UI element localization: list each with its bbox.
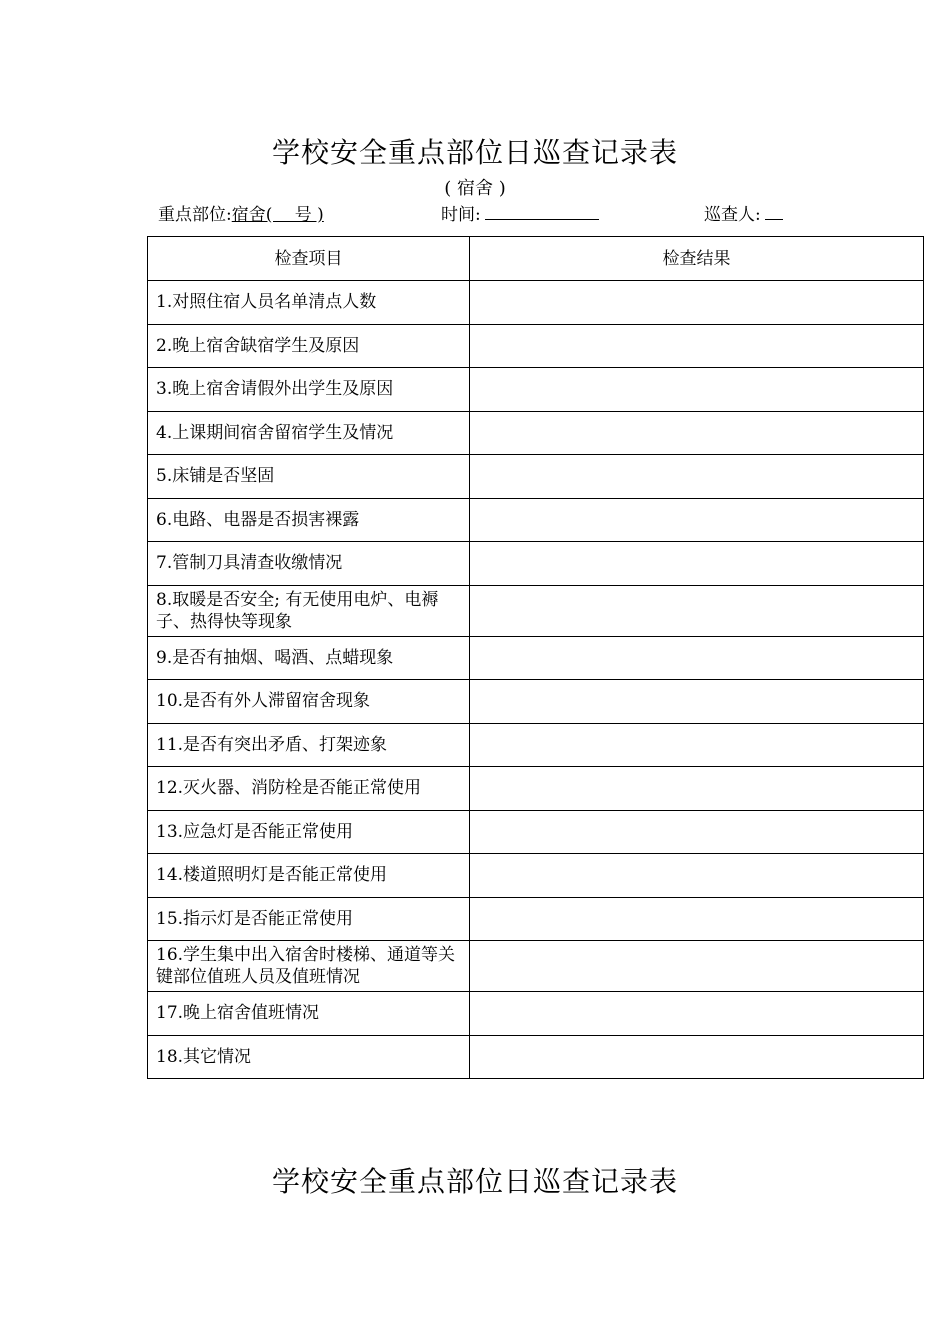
- next-page-title: 学校安全重点部位日巡查记录表: [271, 1165, 678, 1198]
- location-value: 宿舍( 号 ): [231, 205, 324, 225]
- inspection-result-cell[interactable]: [470, 1035, 924, 1079]
- inspection-item: 12.灭火器、消防栓是否能正常使用: [148, 767, 470, 811]
- table-row: [148, 542, 924, 586]
- header-inspection-result: 检查结果: [470, 237, 924, 281]
- inspection-result-cell[interactable]: [470, 542, 924, 586]
- inspection-result-cell[interactable]: [470, 723, 924, 767]
- inspection-result-cell[interactable]: [470, 897, 924, 941]
- table-row: [148, 368, 924, 412]
- table-row: [148, 498, 924, 542]
- inspection-result-cell[interactable]: [470, 992, 924, 1036]
- inspection-result-cell[interactable]: [470, 498, 924, 542]
- table-row: [148, 324, 924, 368]
- inspection-item: 16.学生集中出入宿舍时楼梯、通道等关键部位值班人员及值班情况: [148, 941, 470, 992]
- inspection-result-cell[interactable]: [470, 767, 924, 811]
- inspection-result-cell[interactable]: [470, 281, 924, 325]
- inspection-result-cell[interactable]: [470, 810, 924, 854]
- inspection-table: [147, 236, 924, 1079]
- table-row: [148, 992, 924, 1036]
- inspection-result-cell[interactable]: [470, 368, 924, 412]
- table-row: [148, 854, 924, 898]
- table-row: [148, 941, 924, 992]
- time-blank[interactable]: [485, 203, 599, 220]
- inspection-item: 5.床铺是否坚固: [148, 455, 470, 499]
- inspection-result-cell[interactable]: [470, 941, 924, 992]
- inspection-item: 13.应急灯是否能正常使用: [148, 810, 470, 854]
- table-row: [148, 767, 924, 811]
- inspection-item: 4.上课期间宿舍留宿学生及情况: [148, 411, 470, 455]
- table-header-row: [148, 237, 924, 281]
- inspection-item: 9.是否有抽烟、喝酒、点蜡现象: [148, 636, 470, 680]
- table-row: [148, 411, 924, 455]
- table-row: [148, 897, 924, 941]
- inspection-item: 17.晚上宿舍值班情况: [148, 992, 470, 1036]
- inspection-result-cell[interactable]: [470, 411, 924, 455]
- inspection-item: 8.取暖是否安全; 有无使用电炉、电褥子、热得快等现象: [148, 585, 470, 636]
- inspector-blank[interactable]: [765, 203, 783, 220]
- table-row: [148, 1035, 924, 1079]
- table-row: [148, 636, 924, 680]
- table-row: [148, 281, 924, 325]
- inspection-result-cell[interactable]: [470, 585, 924, 636]
- table-row: [148, 810, 924, 854]
- inspection-result-cell[interactable]: [470, 324, 924, 368]
- location-field: [158, 200, 324, 225]
- inspector-field: [704, 200, 783, 225]
- time-label: 时间:: [441, 205, 481, 225]
- inspection-result-cell[interactable]: [470, 455, 924, 499]
- inspection-item: 18.其它情况: [148, 1035, 470, 1079]
- inspection-item: 1.对照住宿人员名单清点人数: [148, 281, 470, 325]
- inspection-item: 11.是否有突出矛盾、打架迹象: [148, 723, 470, 767]
- location-label: 重点部位:: [158, 205, 232, 225]
- table-row: [148, 585, 924, 636]
- table-row: [148, 723, 924, 767]
- header-inspection-item: 检查项目: [148, 237, 470, 281]
- inspection-item: 6.电路、电器是否损害裸露: [148, 498, 470, 542]
- inspection-result-cell[interactable]: [470, 680, 924, 724]
- inspection-item: 2.晚上宿舍缺宿学生及原因: [148, 324, 470, 368]
- inspection-result-cell[interactable]: [470, 636, 924, 680]
- inspection-item: 7.管制刀具清查收缴情况: [148, 542, 470, 586]
- inspector-label: 巡查人:: [704, 205, 761, 225]
- inspection-result-cell[interactable]: [470, 854, 924, 898]
- time-field: [441, 200, 599, 225]
- page-title: 学校安全重点部位日巡查记录表: [271, 136, 678, 169]
- inspection-item: 3.晚上宿舍请假外出学生及原因: [148, 368, 470, 412]
- inspection-item: 15.指示灯是否能正常使用: [148, 897, 470, 941]
- table-row: [148, 455, 924, 499]
- inspection-item: 10.是否有外人滞留宿舍现象: [148, 680, 470, 724]
- inspection-item: 14.楼道照明灯是否能正常使用: [148, 854, 470, 898]
- page-subtitle: ( 宿舍 ): [444, 178, 506, 199]
- table-row: [148, 680, 924, 724]
